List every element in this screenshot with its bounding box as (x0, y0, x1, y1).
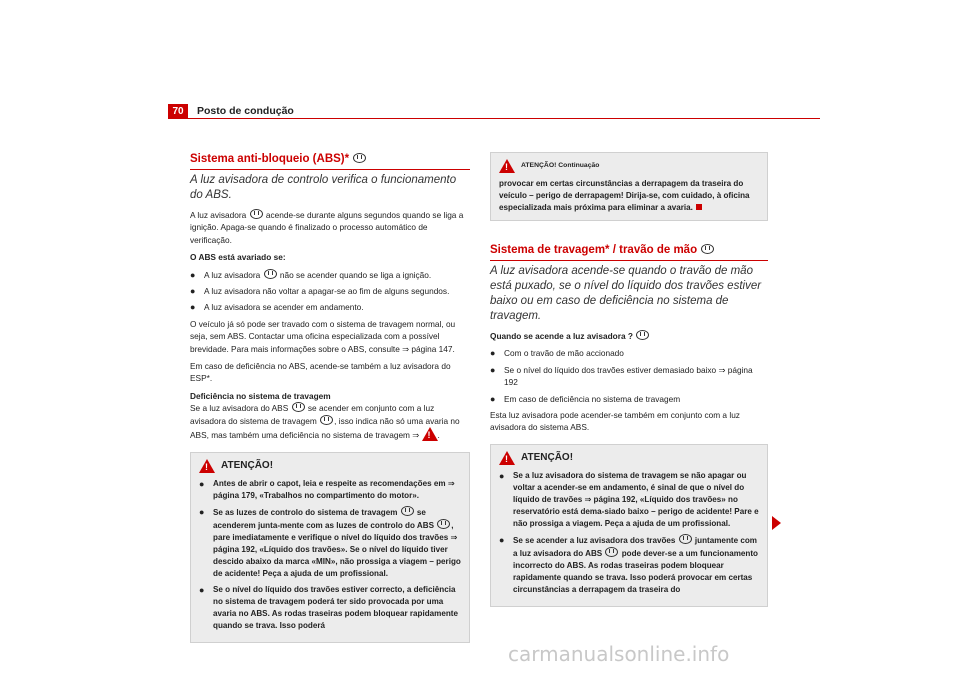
list-item: ● A luz avisadora não se acender quando se liga a ignição. (190, 269, 432, 280)
warning-heading: ! ATENÇÃO! (499, 451, 759, 465)
bullet-icon: ● (490, 393, 496, 404)
header-rule (188, 118, 820, 119)
left-column (190, 152, 470, 643)
list-item: ● Em caso de deficiência no sistema de travagem (490, 393, 681, 404)
bullet-icon: ● (499, 470, 505, 481)
warning-continuation-text: provocar em certas circunstâncias a derrapagem da traseira do veículo – perigo de derrapagem! Dirija-se, com cuidado, à oficina especializada mais próxima para eliminar a avaria. (499, 179, 750, 212)
abs-section-title: Sistema anti-bloqueio (ABS)* (190, 152, 470, 167)
list-item: ● Se o nível do líquido dos travões estiver correcto, a deficiência no sistema de travagem poderá ter sido provocada por uma avaria no ABS. As rodas traseiras podem bloquear rapidamente quando se trava. Isso poderá (199, 584, 458, 630)
bullet-icon: ● (199, 506, 205, 517)
brake-warning-light-icon (320, 415, 333, 425)
abs-warning-light-icon (264, 269, 277, 279)
abs-paragraph-1: A luz avisadora acende-se durante alguns segundos quando se liga a ignição. Apaga-se quando é finalizado o processo automático de verificação. (190, 210, 464, 245)
next-page-arrow-icon (772, 516, 781, 530)
brake-warning-light-icon (636, 330, 649, 340)
abs-warning-light-icon (353, 153, 366, 163)
bullet-icon: ● (499, 534, 505, 545)
bullet-icon: ● (190, 286, 196, 297)
list-item: ● Se a luz avisadora do sistema de travagem se não apagar ou voltar a acender-se em andamento, é sinal de que o nível do líquido de travões ⇒ página 192, «Líquido dos travões» no reservatório está dema-siado baixo – perigo de acidente! Pare e não prossiga a viagem. Peça a ajuda de um profissional. (499, 470, 759, 528)
abs-paragraph-3: Em caso de deficiência no ABS, acende-se também a luz avisadora do ESP*. (190, 361, 451, 384)
bullet-icon: ● (490, 348, 496, 359)
top-margin (0, 0, 960, 100)
bullet-icon: ● (190, 269, 196, 280)
warning-triangle-icon (199, 459, 215, 473)
running-head: Posto de condução (197, 105, 294, 117)
bullet-icon: ● (199, 478, 205, 489)
brake-paragraph-1: Esta luz avisadora pode acender-se também em conjunto com a luz avisadora do sistema ABS. (490, 410, 740, 433)
page-number: 70 (168, 104, 188, 119)
section-end-icon (696, 204, 702, 210)
abs-paragraph-4: Se a luz avisadora do ABS se acender em conjunto com a luz avisadora do sistema de travagem , isso indica não só uma avaria no ABS, mas também uma deficiência no sistema de travagem ⇒ ! . (190, 402, 470, 441)
list-item: ● Se as luzes de controlo do sistema de travagem se acenderem junta-mente com as luzes de controlo do ABS , pare imediatamente e verifique o nível do líquido dos travões ⇒ página 192, «Líquido dos travões». Se o nível do líquido tiver descido abaixo da marca «MIN», não prossiga a viagem – perigo de acidente! Peça a ajuda de um profissional. (199, 506, 461, 578)
bullet-icon: ● (190, 302, 196, 313)
list-item: ● Com o travão de mão accionado (490, 348, 624, 359)
list-item: ● A luz avisadora se acender em andamento. (190, 302, 364, 313)
abs-warning-light-icon (605, 547, 618, 557)
brake-warning-light-icon (679, 534, 692, 544)
warning-box-1 (190, 452, 470, 643)
warning-box-2 (490, 444, 768, 607)
abs-warning-light-icon (250, 209, 263, 219)
list-item: ● Antes de abrir o capot, leia e respeite as recomendações em ⇒ página 179, «Trabalhos no compartimento do motor». (199, 478, 455, 500)
bullet-icon: ● (490, 364, 496, 375)
deficiency-heading: Deficiência no sistema de travagem (190, 390, 331, 401)
warning-heading: ! ATENÇÃO! (199, 459, 461, 473)
list-item: ● Se se acender a luz avisadora dos travões juntamente com a luz avisadora do ABS pode dever-se a um funcionamento incorrecto do ABS. As rodas traseiras podem bloquear rapidamente quando se trava. Isso poderá provocar em certas circunstâncias a derrapagem da traseira do (499, 534, 758, 594)
abs-lead: A luz avisadora de controlo verifica o funcionamento do ABS. (190, 174, 457, 201)
section-rule (190, 169, 470, 170)
warning-triangle-icon (422, 427, 438, 441)
abs-warning-light-icon (292, 402, 305, 412)
brake-lead: A luz avisadora acende-se quando o travão de mão está puxado, se o nível do líquido dos travões estiver baixo ou em caso de deficiência no sistema de travagem. (490, 265, 762, 322)
list-item: ● A luz avisadora não voltar a apagar-se ao fim de alguns segundos. (190, 286, 450, 297)
bullet-icon: ● (199, 584, 205, 595)
abs-warning-light-icon (437, 519, 450, 529)
brake-warning-light-icon (701, 244, 714, 254)
brake-warning-light-icon (401, 506, 414, 516)
warning-continuation-heading: ! ATENÇÃO! Continuação (499, 159, 759, 173)
abs-avariado-heading: O ABS está avariado se: (190, 252, 286, 263)
watermark: carmanualsonline.info (508, 642, 730, 666)
brake-quando-heading: Quando se acende a luz avisadora ? (490, 330, 768, 342)
warning-triangle-icon (499, 159, 515, 173)
right-column (490, 152, 768, 607)
list-item: ● Se o nível do líquido dos travões estiver demasiado baixo ⇒ página 192 (490, 364, 753, 388)
abs-paragraph-2: O veículo já só pode ser travado com o sistema de travagem normal, ou seja, sem ABS. Contactar uma oficina especializada com a possível brevidade. Para mais informações sobre o ABS, consulte ⇒ página 147. (190, 318, 456, 354)
section-rule (490, 260, 768, 261)
warning-box-continuation (490, 152, 768, 221)
warning-triangle-icon (499, 451, 515, 465)
brake-section-title: Sistema de travagem* / travão de mão (490, 243, 768, 258)
